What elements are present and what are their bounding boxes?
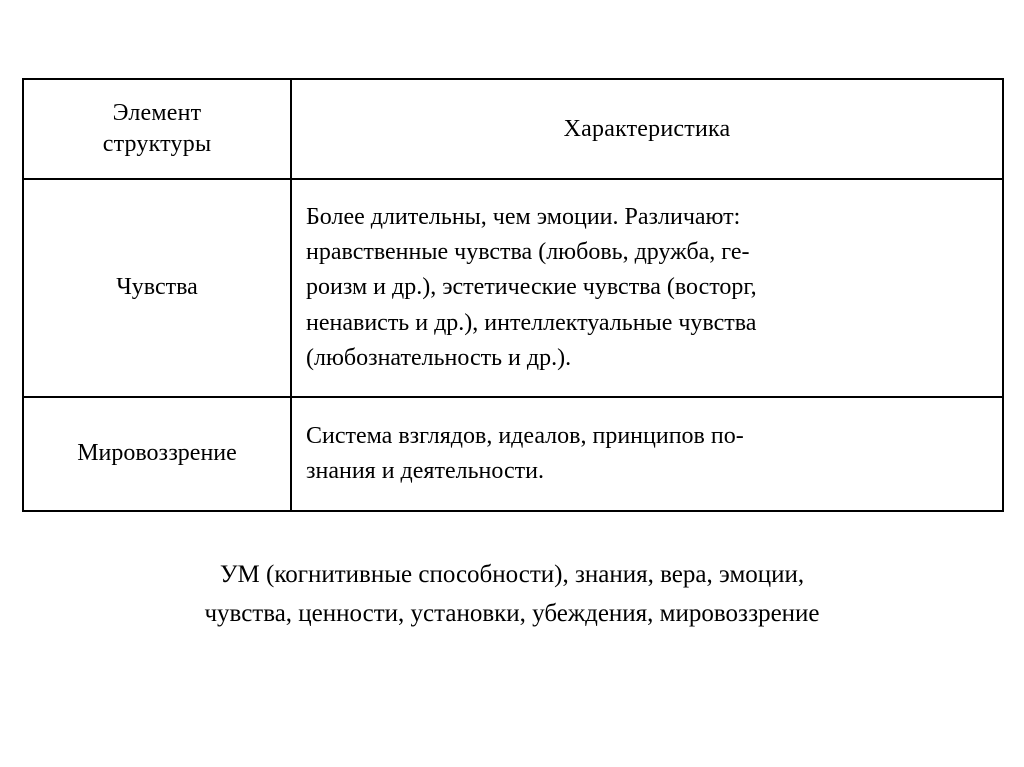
structure-table xyxy=(22,78,1004,512)
text-line: Система взглядов, идеалов, принципов по- xyxy=(306,422,744,449)
caption-line-1: УМ (когнитивные способности), знания, вера, эмоции, xyxy=(219,561,805,588)
table-header-element-structure xyxy=(23,79,291,179)
text-line: роизм и др.), эстетические чувства (восторг, xyxy=(306,274,757,301)
row-label-worldview: Мировоззрение xyxy=(23,397,291,511)
caption-line-2: чувства, ценности, установки, убеждения, мировоззрение xyxy=(204,599,820,627)
row-label-feelings: Чувства xyxy=(23,179,291,397)
slide-caption xyxy=(0,556,1024,634)
row-text-feelings xyxy=(291,179,1003,397)
text-line: Более длительны, чем эмоции. Различают: xyxy=(306,204,741,231)
structure-table-container xyxy=(22,78,1002,512)
table-row xyxy=(23,397,1003,511)
text-line: знания и деятельности. xyxy=(306,458,544,484)
text-line: (любознательность и др.). xyxy=(306,344,572,371)
row-text-worldview xyxy=(291,397,1003,511)
text-line: ненависть и др.), интеллектуальные чувства xyxy=(306,309,757,336)
table-header-characteristic: Характеристика xyxy=(291,79,1003,179)
table-row xyxy=(23,179,1003,397)
text-line: нравственные чувства (любовь, дружба, ге- xyxy=(306,239,750,266)
header-line-1: Элемент xyxy=(112,100,202,127)
table-header-row xyxy=(23,79,1003,179)
header-line-2: структуры xyxy=(102,131,212,157)
